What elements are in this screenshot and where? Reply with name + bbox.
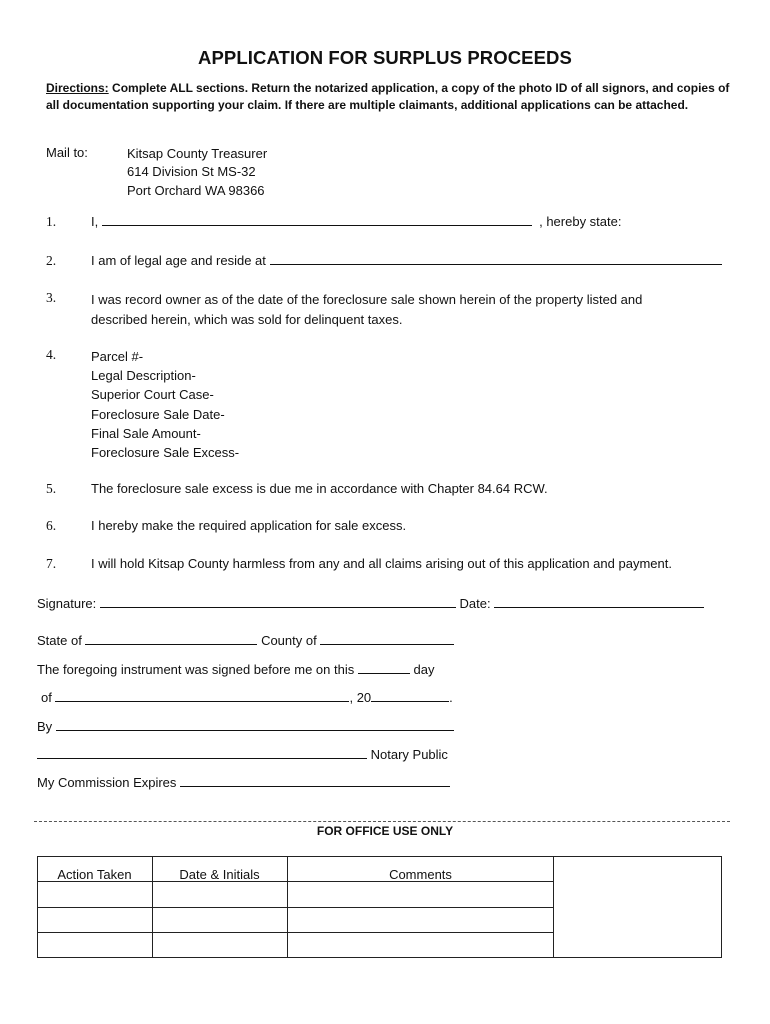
item-1-suffix: , hereby state: — [539, 214, 622, 229]
table-divider-2 — [37, 907, 554, 908]
item-number-5: 5. — [46, 481, 57, 496]
mail-to-label: Mail to: — [46, 145, 88, 160]
directions-label: Directions: — [46, 81, 109, 95]
state-label: State of — [37, 633, 82, 648]
item-number-1: 1. — [46, 214, 57, 229]
directions-text — [46, 80, 736, 113]
commission-label: My Commission Expires — [37, 775, 177, 790]
state-county-row — [37, 633, 454, 648]
address-line-3: Port Orchard WA 98366 — [127, 183, 265, 198]
item-7-text: I will hold Kitsap County harmless from any and all claims arising out of this application and payment. — [91, 556, 672, 571]
office-divider — [34, 821, 730, 822]
item-2 — [91, 253, 722, 268]
sale-amount-label: Final Sale Amount- — [91, 425, 201, 441]
item-number-7: 7. — [46, 556, 57, 571]
office-notes-box[interactable] — [553, 856, 722, 958]
commission-row — [37, 775, 450, 790]
month-year-row — [41, 690, 453, 705]
office-use-heading: FOR OFFICE USE ONLY — [316, 824, 454, 838]
address-line-1: Kitsap County Treasurer — [127, 146, 268, 161]
year-prefix: , 20 — [349, 690, 372, 705]
item-number-6: 6. — [46, 518, 57, 533]
item-number-3: 3. — [46, 290, 57, 305]
day-field[interactable] — [358, 662, 410, 674]
year-suffix: . — [449, 690, 453, 705]
parcel-label: Parcel #- — [91, 349, 144, 364]
legal-description-label: Legal Description- — [91, 368, 196, 384]
page-title: APPLICATION FOR SURPLUS PROCEEDS — [198, 47, 572, 68]
month-field[interactable] — [55, 690, 349, 702]
address-line-2: 614 Division St MS-32 — [127, 164, 256, 179]
notary-signature-field[interactable] — [37, 747, 367, 759]
signed-before-text: The foregoing instrument was signed before me on this — [37, 662, 355, 677]
item-number-2: 2. — [46, 253, 57, 268]
date-label: Date: — [459, 596, 491, 611]
name-field[interactable] — [102, 214, 532, 226]
county-label: County of — [261, 633, 317, 648]
sale-date-label: Foreclosure Sale Date- — [91, 406, 225, 422]
item-5-text: The foreclosure sale excess is due me in accordance with Chapter 84.64 RCW. — [91, 481, 548, 496]
item-1-prefix: I, — [91, 214, 99, 229]
col-comments: Comments — [389, 867, 452, 882]
item-number-4: 4. — [46, 347, 57, 362]
signature-date-field[interactable] — [494, 596, 704, 608]
by-field[interactable] — [56, 719, 454, 731]
court-case-label: Superior Court Case- — [91, 387, 214, 403]
of-label: of — [41, 690, 52, 705]
commission-field[interactable] — [180, 775, 450, 787]
item-1 — [91, 214, 621, 229]
col-action-taken: Action Taken — [57, 867, 132, 882]
directions-body: Complete ALL sections. Return the notarized application, a copy of the photo ID of all signors, and copies of all documentation supporting your claim. If there are multiple claimants, additional applications can be attached. — [46, 81, 730, 112]
by-label: By — [37, 719, 53, 734]
signed-before-row — [37, 662, 434, 677]
sale-excess-label: Foreclosure Sale Excess- — [91, 445, 240, 461]
signature-row — [37, 596, 704, 611]
signature-label: Signature: — [37, 596, 97, 611]
by-row — [37, 719, 454, 734]
item-6-text: I hereby make the required application for sale excess. — [91, 518, 407, 533]
item-3-text: I was record owner as of the date of the foreclosure sale shown herein of the property listed and described herein, which was sold for delinquent taxes. — [91, 292, 643, 327]
year-field[interactable] — [371, 690, 449, 702]
county-field[interactable] — [320, 633, 454, 645]
table-divider-3 — [37, 932, 554, 933]
signature-field[interactable] — [100, 596, 456, 608]
notary-public-label: Notary Public — [370, 747, 448, 762]
state-field[interactable] — [85, 633, 257, 645]
item-2-text: I am of legal age and reside at — [91, 253, 266, 268]
residence-field[interactable] — [270, 253, 722, 265]
day-label: day — [413, 662, 435, 677]
property-details — [91, 347, 239, 462]
notary-row — [37, 747, 448, 762]
col-date-initials: Date & Initials — [179, 867, 260, 882]
